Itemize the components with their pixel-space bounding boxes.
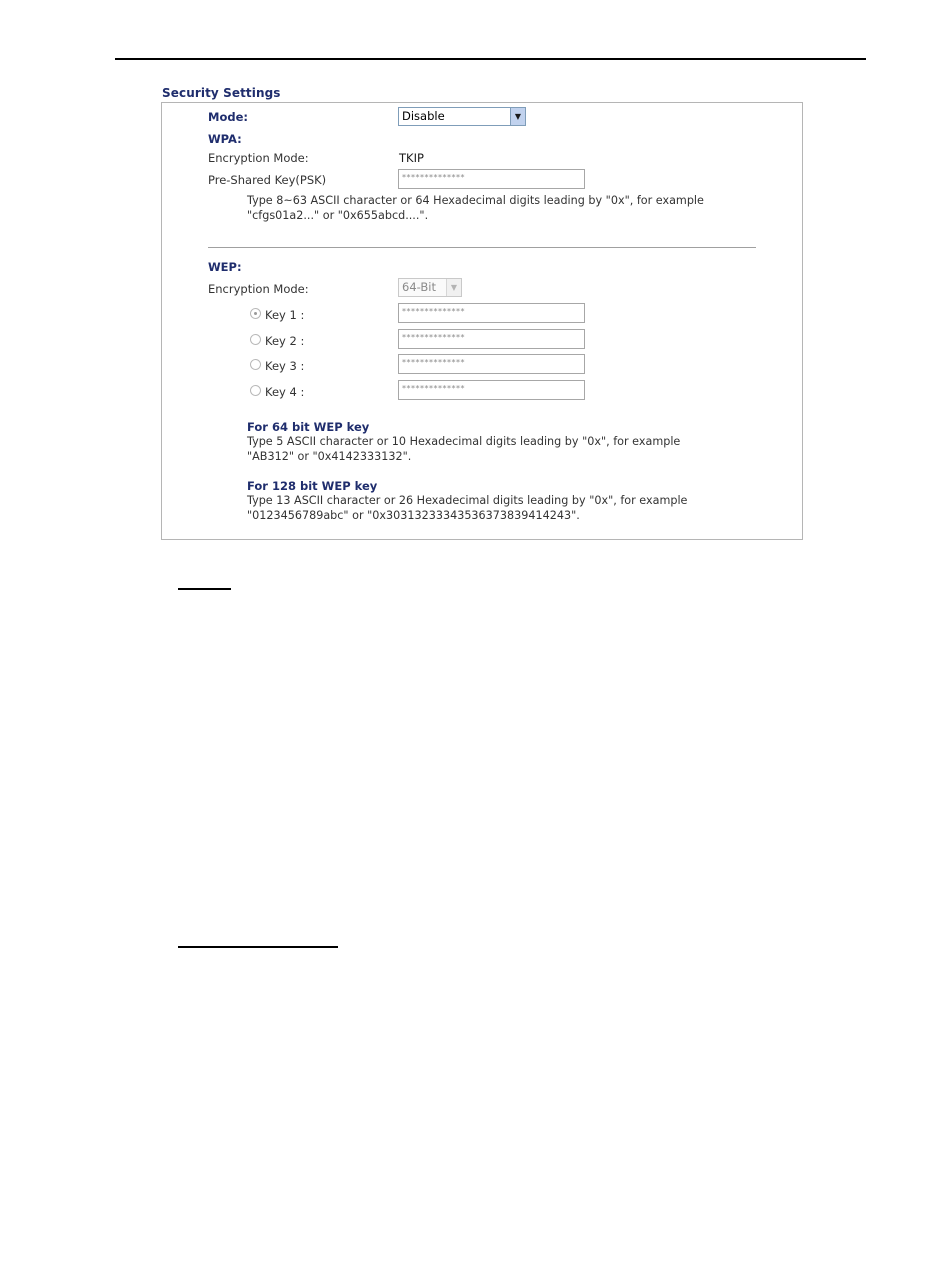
key4-radio[interactable] (250, 385, 261, 396)
wep64-help-line1: Type 5 ASCII character or 10 Hexadecimal digits leading by "0x", for example (247, 435, 681, 448)
wep-encryption-mode-label: Encryption Mode: (208, 282, 309, 296)
wep-encryption-mode-select[interactable] (398, 278, 462, 297)
underline-rule (178, 946, 338, 948)
chevron-down-icon[interactable]: ▼ (446, 279, 461, 296)
key1-label: Key 1 : (265, 308, 305, 322)
wpa-encryption-mode-label: Encryption Mode: (208, 151, 309, 165)
wep-encryption-mode-value: 64-Bit (402, 280, 436, 294)
key3-input[interactable]: ************** (398, 354, 585, 374)
mode-label: Mode: (208, 110, 248, 124)
psk-input[interactable]: ************** (398, 169, 585, 189)
key2-radio[interactable] (250, 334, 261, 345)
wpa-help-line1: Type 8~63 ASCII character or 64 Hexadecimal digits leading by "0x", for example (247, 194, 704, 207)
section-title: Security Settings (162, 86, 281, 100)
section-divider (208, 247, 756, 248)
wpa-heading: WPA: (208, 132, 242, 146)
key1-input[interactable]: ************** (398, 303, 585, 323)
wep128-help-title: For 128 bit WEP key (247, 479, 378, 493)
page-header-rule (115, 58, 866, 60)
chevron-down-icon[interactable]: ▼ (510, 108, 525, 125)
key2-label: Key 2 : (265, 334, 305, 348)
psk-label: Pre-Shared Key(PSK) (208, 173, 327, 187)
key2-input[interactable]: ************** (398, 329, 585, 349)
wpa-help-line2: "cfgs01a2..." or "0x655abcd....". (247, 209, 429, 222)
mode-select[interactable] (398, 107, 526, 126)
wep128-help-line1: Type 13 ASCII character or 26 Hexadecimal digits leading by "0x", for example (247, 494, 688, 507)
wep64-help-line2: "AB312" or "0x4142333132". (247, 450, 412, 463)
wpa-encryption-mode-value: TKIP (399, 151, 424, 165)
wep-heading: WEP: (208, 260, 242, 274)
wep128-help-line2: "0123456789abc" or "0x30313233343536373839414243". (247, 509, 580, 522)
mode-select-value: Disable (402, 109, 445, 123)
key4-input[interactable]: ************** (398, 380, 585, 400)
key1-radio[interactable] (250, 308, 261, 319)
key3-label: Key 3 : (265, 359, 305, 373)
key3-radio[interactable] (250, 359, 261, 370)
underline-rule (178, 588, 231, 590)
wep64-help-title: For 64 bit WEP key (247, 420, 370, 434)
key4-label: Key 4 : (265, 385, 305, 399)
